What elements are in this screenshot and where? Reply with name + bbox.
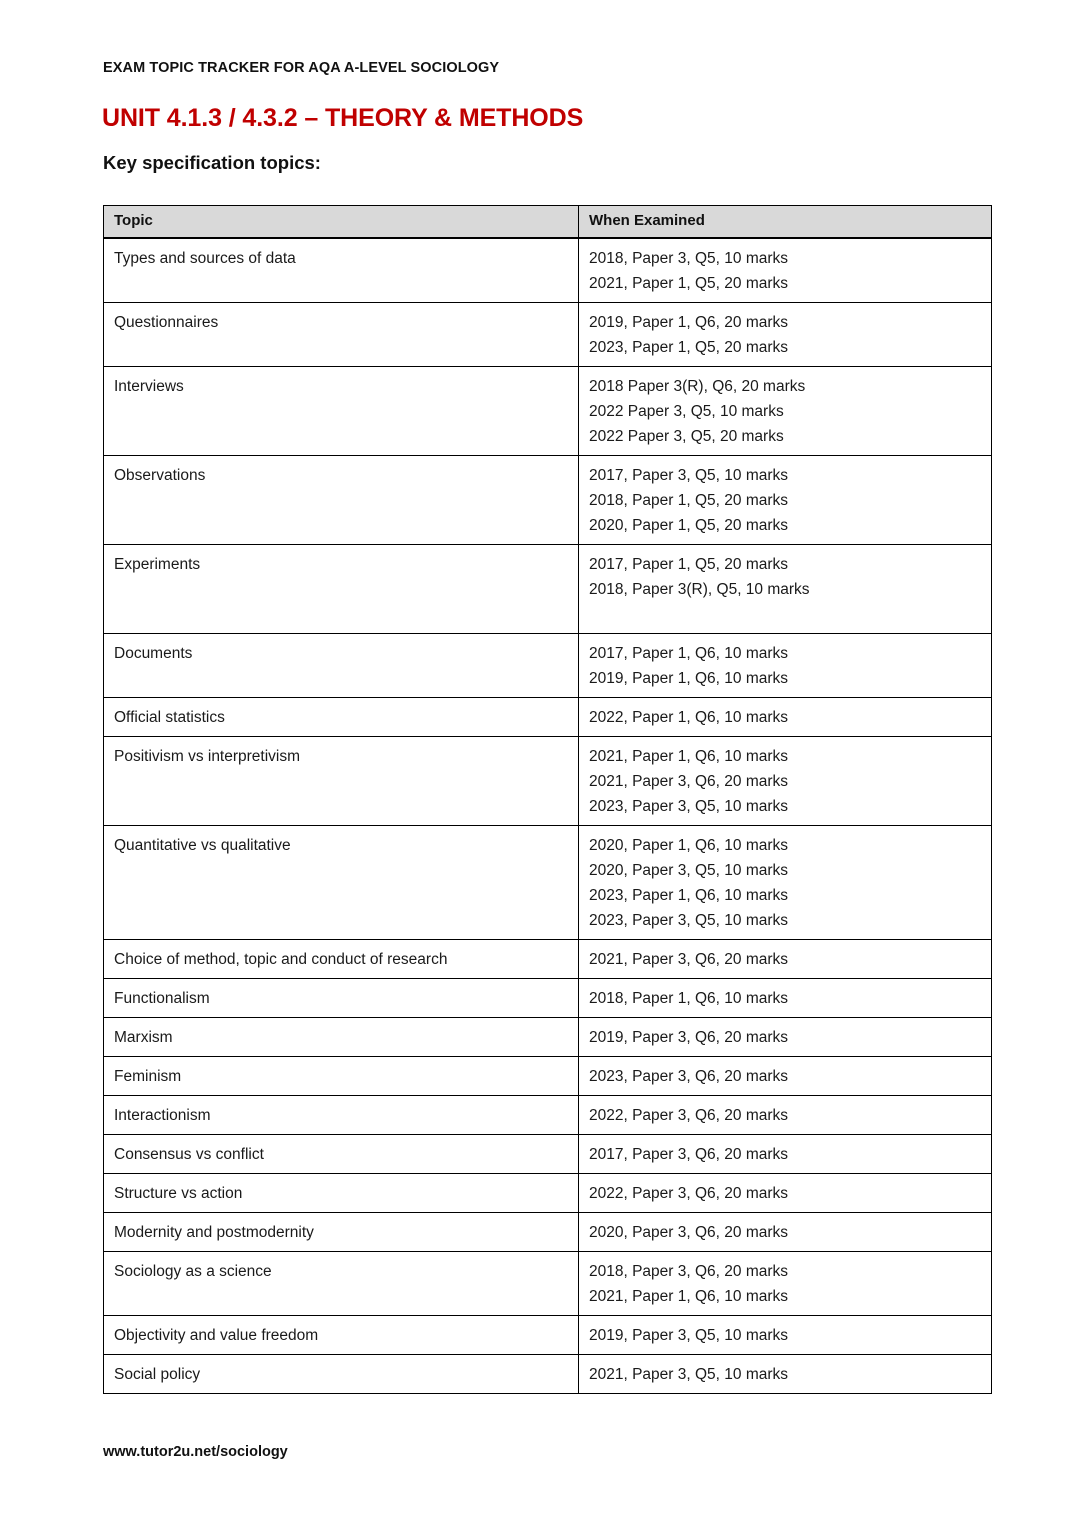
when-examined-list	[579, 1057, 991, 1095]
exam-entry: 2017, Paper 3, Q6, 20 marks	[589, 1146, 789, 1163]
exam-entry: 2017, Paper 3, Q5, 10 marks	[589, 467, 789, 484]
cell-when-examined	[579, 1252, 992, 1316]
cell-when-examined	[579, 1057, 992, 1096]
cell-topic	[104, 303, 579, 367]
when-examined-list	[579, 698, 991, 736]
table-row	[104, 456, 992, 545]
exam-entry: 2022, Paper 1, Q6, 10 marks	[589, 709, 789, 726]
when-examined-list	[579, 826, 991, 939]
cell-when-examined	[579, 826, 992, 940]
exam-entry: 2021, Paper 3, Q6, 20 marks	[589, 951, 789, 968]
cell-when-examined	[579, 456, 992, 545]
document-header: EXAM TOPIC TRACKER FOR AQA A-LEVEL SOCIOLOGY	[103, 60, 500, 76]
when-examined-list	[579, 1135, 991, 1173]
exam-entry: 2018, Paper 3(R), Q5, 10 marks	[589, 581, 810, 598]
when-examined-list	[579, 1174, 991, 1212]
section-label: Key specification topics:	[103, 152, 321, 173]
when-examined-list	[579, 545, 991, 633]
topic-text: Sociology as a science	[114, 1263, 272, 1280]
topic-text: Functionalism	[114, 990, 210, 1007]
exam-entry: 2018, Paper 1, Q6, 10 marks	[589, 990, 789, 1007]
cell-topic	[104, 940, 579, 979]
topic-text: Experiments	[114, 556, 201, 573]
column-header-when-examined-label: When Examined	[589, 212, 705, 229]
cell-when-examined	[579, 1213, 992, 1252]
when-examined-list	[579, 239, 991, 302]
column-header-topic-label: Topic	[114, 212, 153, 229]
cell-topic	[104, 1057, 579, 1096]
exam-entry: 2018, Paper 3, Q6, 20 marks	[589, 1263, 789, 1280]
table-body	[104, 238, 992, 1394]
cell-topic	[104, 1174, 579, 1213]
cell-topic	[104, 1316, 579, 1355]
topic-text: Objectivity and value freedom	[114, 1327, 319, 1344]
table-row	[104, 238, 992, 303]
when-examined-list	[579, 979, 991, 1017]
cell-when-examined	[579, 698, 992, 737]
table-row	[104, 1252, 992, 1316]
cell-when-examined	[579, 238, 992, 303]
topic-text: Social policy	[114, 1366, 201, 1383]
cell-topic	[104, 826, 579, 940]
cell-topic	[104, 367, 579, 456]
exam-entry: 2022 Paper 3, Q5, 10 marks	[589, 403, 784, 420]
cell-topic	[104, 737, 579, 826]
exam-entry: 2022, Paper 3, Q6, 20 marks	[589, 1185, 789, 1202]
column-header-topic	[104, 206, 579, 239]
exam-entry: 2023, Paper 1, Q5, 20 marks	[589, 339, 789, 356]
exam-entry: 2020, Paper 3, Q6, 20 marks	[589, 1224, 789, 1241]
topic-text: Questionnaires	[114, 314, 219, 331]
table-row	[104, 1174, 992, 1213]
topic-text: Documents	[114, 645, 193, 662]
cell-topic	[104, 1096, 579, 1135]
exam-entry-blank	[589, 602, 991, 627]
topic-text: Choice of method, topic and conduct of research	[114, 951, 448, 968]
cell-topic	[104, 1213, 579, 1252]
topic-text: Positivism vs interpretivism	[114, 748, 301, 765]
exam-entry: 2018 Paper 3(R), Q6, 20 marks	[589, 378, 806, 395]
cell-when-examined	[579, 1174, 992, 1213]
exam-entry: 2018, Paper 1, Q5, 20 marks	[589, 492, 789, 509]
table-row	[104, 737, 992, 826]
cell-when-examined	[579, 979, 992, 1018]
exam-entry: 2023, Paper 1, Q6, 10 marks	[589, 887, 789, 904]
cell-when-examined	[579, 940, 992, 979]
topic-text: Types and sources of data	[114, 250, 296, 267]
when-examined-list	[579, 634, 991, 697]
topic-text: Consensus vs conflict	[114, 1146, 264, 1163]
table-row	[104, 1316, 992, 1355]
topic-text: Interviews	[114, 378, 184, 395]
when-examined-list	[579, 1096, 991, 1134]
cell-when-examined	[579, 634, 992, 698]
when-examined-list	[579, 1018, 991, 1056]
table-row	[104, 826, 992, 940]
cell-topic	[104, 1355, 579, 1394]
table-row	[104, 1096, 992, 1135]
table-row	[104, 1355, 992, 1394]
table-header	[104, 206, 992, 239]
topic-text: Modernity and postmodernity	[114, 1224, 314, 1241]
exam-entry: 2019, Paper 3, Q6, 20 marks	[589, 1029, 789, 1046]
exam-entry: 2020, Paper 1, Q6, 10 marks	[589, 837, 789, 854]
table-row	[104, 634, 992, 698]
cell-when-examined	[579, 737, 992, 826]
exam-entry: 2022 Paper 3, Q5, 20 marks	[589, 428, 784, 445]
cell-topic	[104, 456, 579, 545]
topic-text: Structure vs action	[114, 1185, 243, 1202]
cell-topic	[104, 979, 579, 1018]
column-header-when-examined	[579, 206, 992, 239]
cell-topic	[104, 1252, 579, 1316]
exam-entry: 2023, Paper 3, Q6, 20 marks	[589, 1068, 789, 1085]
cell-when-examined	[579, 1316, 992, 1355]
exam-entry: 2021, Paper 3, Q6, 20 marks	[589, 773, 789, 790]
cell-topic	[104, 634, 579, 698]
when-examined-list	[579, 1316, 991, 1354]
exam-entry: 2021, Paper 1, Q5, 20 marks	[589, 275, 789, 292]
cell-topic	[104, 1018, 579, 1057]
table-row	[104, 698, 992, 737]
table-header-row	[104, 206, 992, 239]
exam-entry: 2021, Paper 3, Q5, 10 marks	[589, 1366, 789, 1383]
table-row	[104, 940, 992, 979]
cell-topic	[104, 238, 579, 303]
table-row	[104, 979, 992, 1018]
exam-entry: 2020, Paper 3, Q5, 10 marks	[589, 862, 789, 879]
when-examined-list	[579, 456, 991, 544]
cell-topic	[104, 698, 579, 737]
topic-text: Feminism	[114, 1068, 182, 1085]
exam-entry: 2023, Paper 3, Q5, 10 marks	[589, 912, 789, 929]
when-examined-list	[579, 1252, 991, 1315]
cell-when-examined	[579, 1096, 992, 1135]
exam-topic-tracker-table	[103, 205, 992, 1394]
exam-entry: 2018, Paper 3, Q5, 10 marks	[589, 250, 789, 267]
table-row	[104, 545, 992, 634]
table-row	[104, 367, 992, 456]
table-row	[104, 1213, 992, 1252]
when-examined-list	[579, 303, 991, 366]
cell-when-examined	[579, 545, 992, 634]
exam-entry: 2023, Paper 3, Q5, 10 marks	[589, 798, 789, 815]
when-examined-list	[579, 737, 991, 825]
exam-entry: 2017, Paper 1, Q6, 10 marks	[589, 645, 789, 662]
cell-when-examined	[579, 1135, 992, 1174]
table-row	[104, 1135, 992, 1174]
cell-topic	[104, 545, 579, 634]
topic-text: Observations	[114, 467, 206, 484]
exam-entry: 2021, Paper 1, Q6, 10 marks	[589, 1288, 789, 1305]
topic-text: Official statistics	[114, 709, 225, 726]
topic-text: Interactionism	[114, 1107, 211, 1124]
when-examined-list	[579, 940, 991, 978]
when-examined-list	[579, 367, 991, 455]
topic-text: Quantitative vs qualitative	[114, 837, 291, 854]
when-examined-list	[579, 1355, 991, 1393]
exam-entry: 2021, Paper 1, Q6, 10 marks	[589, 748, 789, 765]
exam-entry: 2019, Paper 3, Q5, 10 marks	[589, 1327, 789, 1344]
table-row	[104, 1018, 992, 1057]
cell-when-examined	[579, 303, 992, 367]
table-row	[104, 1057, 992, 1096]
footer-url: www.tutor2u.net/sociology	[103, 1444, 288, 1460]
unit-heading: UNIT 4.1.3 / 4.3.2 – THEORY & METHODS	[102, 104, 584, 132]
exam-entry: 2019, Paper 1, Q6, 20 marks	[589, 314, 789, 331]
cell-when-examined	[579, 1018, 992, 1057]
topic-text: Marxism	[114, 1029, 173, 1046]
exam-entry: 2020, Paper 1, Q5, 20 marks	[589, 517, 789, 534]
table-row	[104, 303, 992, 367]
exam-entry: 2019, Paper 1, Q6, 10 marks	[589, 670, 789, 687]
cell-topic	[104, 1135, 579, 1174]
cell-when-examined	[579, 367, 992, 456]
exam-entry: 2022, Paper 3, Q6, 20 marks	[589, 1107, 789, 1124]
cell-when-examined	[579, 1355, 992, 1394]
when-examined-list	[579, 1213, 991, 1251]
exam-entry: 2017, Paper 1, Q5, 20 marks	[589, 556, 789, 573]
